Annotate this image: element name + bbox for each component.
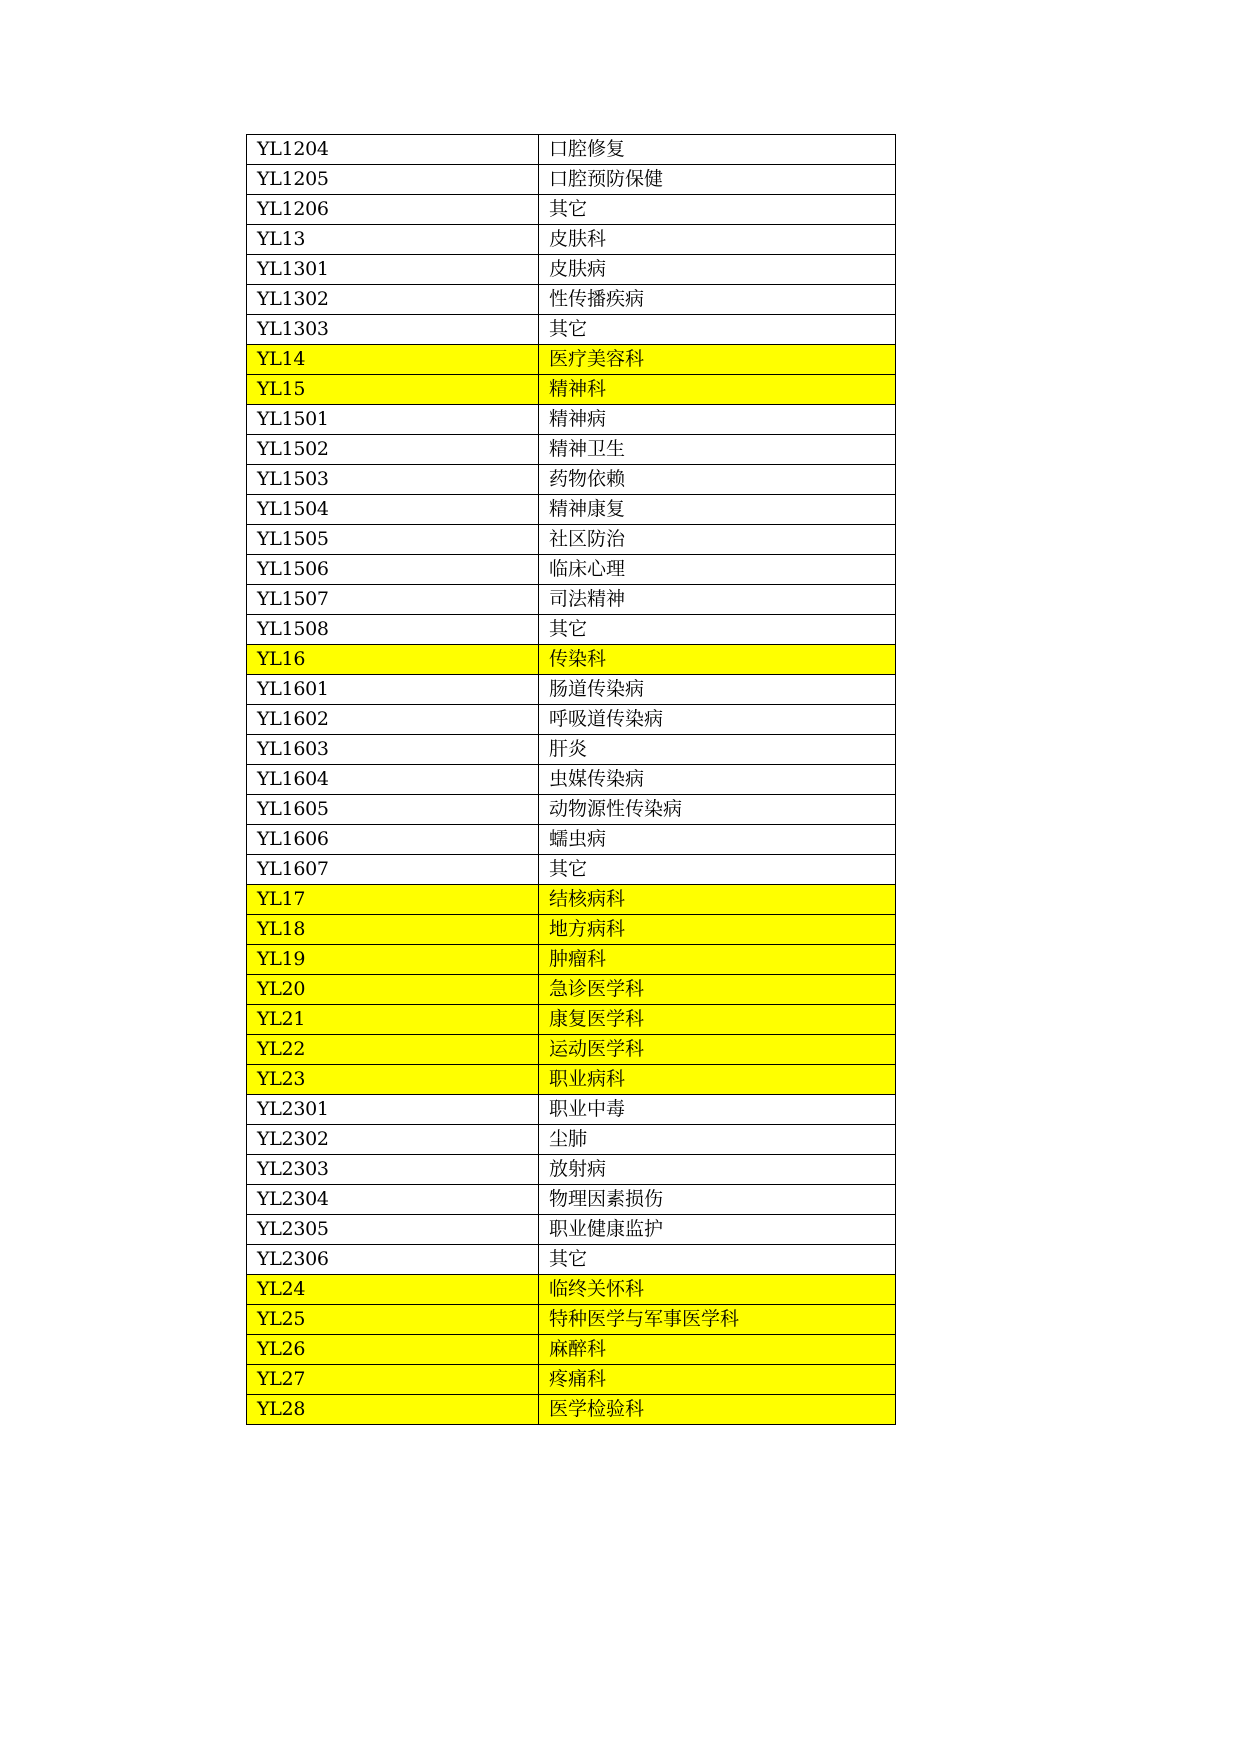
table-row [247, 615, 896, 645]
code-cell: YL1303 [247, 315, 539, 345]
name-cell: 呼吸道传染病 [539, 705, 896, 735]
table-row [247, 945, 896, 975]
table-row [247, 1155, 896, 1185]
table-row [247, 885, 896, 915]
name-cell: 动物源性传染病 [539, 795, 896, 825]
table-row [247, 705, 896, 735]
table-row [247, 855, 896, 885]
code-cell: YL16 [247, 645, 539, 675]
code-cell: YL25 [247, 1305, 539, 1335]
table-row [247, 1245, 896, 1275]
code-cell: YL24 [247, 1275, 539, 1305]
name-cell: 精神卫生 [539, 435, 896, 465]
table-row [247, 735, 896, 765]
name-cell: 特种医学与军事医学科 [539, 1305, 896, 1335]
code-cell: YL1603 [247, 735, 539, 765]
name-cell: 放射病 [539, 1155, 896, 1185]
name-cell: 皮肤病 [539, 255, 896, 285]
code-cell: YL2303 [247, 1155, 539, 1185]
name-cell: 其它 [539, 195, 896, 225]
table-row [247, 375, 896, 405]
table-row [247, 345, 896, 375]
table-row [247, 525, 896, 555]
name-cell: 蠕虫病 [539, 825, 896, 855]
name-cell: 皮肤科 [539, 225, 896, 255]
table-row [247, 285, 896, 315]
code-cell: YL1301 [247, 255, 539, 285]
code-cell: YL28 [247, 1395, 539, 1425]
name-cell: 肝炎 [539, 735, 896, 765]
table-row [247, 1215, 896, 1245]
code-cell: YL14 [247, 345, 539, 375]
name-cell: 医疗美容科 [539, 345, 896, 375]
code-cell: YL2305 [247, 1215, 539, 1245]
code-cell: YL1605 [247, 795, 539, 825]
code-cell: YL26 [247, 1335, 539, 1365]
code-cell: YL18 [247, 915, 539, 945]
code-cell: YL21 [247, 1005, 539, 1035]
code-cell: YL1507 [247, 585, 539, 615]
name-cell: 其它 [539, 615, 896, 645]
name-cell: 物理因素损伤 [539, 1185, 896, 1215]
code-cell: YL1601 [247, 675, 539, 705]
table-row [247, 1335, 896, 1365]
code-cell: YL1206 [247, 195, 539, 225]
code-cell: YL15 [247, 375, 539, 405]
table-row [247, 1035, 896, 1065]
table-row [247, 435, 896, 465]
name-cell: 医学检验科 [539, 1395, 896, 1425]
code-cell: YL1602 [247, 705, 539, 735]
code-cell: YL1508 [247, 615, 539, 645]
table-row [247, 1275, 896, 1305]
code-cell: YL19 [247, 945, 539, 975]
table-row [247, 675, 896, 705]
name-cell: 肠道传染病 [539, 675, 896, 705]
code-cell: YL1503 [247, 465, 539, 495]
name-cell: 急诊医学科 [539, 975, 896, 1005]
code-cell: YL20 [247, 975, 539, 1005]
table-row [247, 315, 896, 345]
code-cell: YL2301 [247, 1095, 539, 1125]
table-row [247, 465, 896, 495]
name-cell: 结核病科 [539, 885, 896, 915]
code-cell: YL1204 [247, 135, 539, 165]
table-row [247, 1395, 896, 1425]
table-row [247, 1125, 896, 1155]
name-cell: 其它 [539, 855, 896, 885]
table-row [247, 195, 896, 225]
table-row [247, 555, 896, 585]
code-cell: YL1501 [247, 405, 539, 435]
table-body [247, 135, 896, 1425]
code-cell: YL1505 [247, 525, 539, 555]
name-cell: 精神科 [539, 375, 896, 405]
code-cell: YL1604 [247, 765, 539, 795]
table-row [247, 165, 896, 195]
table-row [247, 975, 896, 1005]
code-cell: YL27 [247, 1365, 539, 1395]
code-cell: YL23 [247, 1065, 539, 1095]
code-cell: YL1606 [247, 825, 539, 855]
code-cell: YL1502 [247, 435, 539, 465]
name-cell: 康复医学科 [539, 1005, 896, 1035]
code-cell: YL1302 [247, 285, 539, 315]
name-cell: 社区防治 [539, 525, 896, 555]
code-cell: YL22 [247, 1035, 539, 1065]
name-cell: 运动医学科 [539, 1035, 896, 1065]
name-cell: 口腔预防保健 [539, 165, 896, 195]
code-cell: YL1506 [247, 555, 539, 585]
table-row [247, 585, 896, 615]
department-code-table [246, 134, 896, 1425]
name-cell: 其它 [539, 1245, 896, 1275]
name-cell: 性传播疾病 [539, 285, 896, 315]
table-row [247, 825, 896, 855]
code-cell: YL2306 [247, 1245, 539, 1275]
table-row [247, 405, 896, 435]
name-cell: 临床心理 [539, 555, 896, 585]
name-cell: 职业健康监护 [539, 1215, 896, 1245]
name-cell: 药物依赖 [539, 465, 896, 495]
name-cell: 麻醉科 [539, 1335, 896, 1365]
table-row [247, 225, 896, 255]
name-cell: 虫媒传染病 [539, 765, 896, 795]
name-cell: 司法精神 [539, 585, 896, 615]
table-row [247, 1065, 896, 1095]
name-cell: 肿瘤科 [539, 945, 896, 975]
table-row [247, 1305, 896, 1335]
code-cell: YL17 [247, 885, 539, 915]
name-cell: 精神病 [539, 405, 896, 435]
table-row [247, 1095, 896, 1125]
table-row [247, 645, 896, 675]
name-cell: 其它 [539, 315, 896, 345]
code-cell: YL1504 [247, 495, 539, 525]
name-cell: 尘肺 [539, 1125, 896, 1155]
table-row [247, 255, 896, 285]
name-cell: 口腔修复 [539, 135, 896, 165]
table-row [247, 495, 896, 525]
table-row [247, 135, 896, 165]
table-row [247, 795, 896, 825]
table-row [247, 765, 896, 795]
name-cell: 临终关怀科 [539, 1275, 896, 1305]
table-row [247, 1005, 896, 1035]
name-cell: 地方病科 [539, 915, 896, 945]
name-cell: 职业病科 [539, 1065, 896, 1095]
code-cell: YL13 [247, 225, 539, 255]
code-cell: YL2304 [247, 1185, 539, 1215]
table-row [247, 915, 896, 945]
name-cell: 传染科 [539, 645, 896, 675]
table-row [247, 1365, 896, 1395]
code-cell: YL1607 [247, 855, 539, 885]
name-cell: 职业中毒 [539, 1095, 896, 1125]
code-cell: YL2302 [247, 1125, 539, 1155]
name-cell: 精神康复 [539, 495, 896, 525]
name-cell: 疼痛科 [539, 1365, 896, 1395]
table-row [247, 1185, 896, 1215]
code-cell: YL1205 [247, 165, 539, 195]
